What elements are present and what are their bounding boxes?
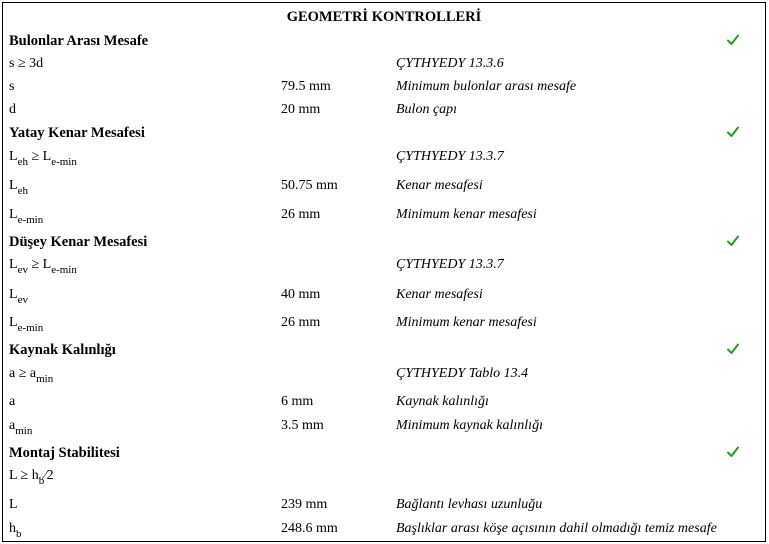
symbol: $L_{e-min}$ [9,315,44,334]
table-row [3,315,765,337]
check-icon [726,125,740,139]
symbol: a [9,394,16,409]
value: 50.75 mm [281,178,338,193]
condition-row [3,257,765,279]
description: Kenar mesafesi [396,178,483,193]
table-row [3,102,765,124]
condition-formula: $a \ge a_{min}$ [9,366,54,385]
code-reference: ÇYTHYEDY Tablo 13.4 [396,366,529,381]
symbol: $L_{eh}$ [9,178,28,197]
section-header-bolt-spacing [3,33,765,55]
table-row [3,394,765,416]
description: Kenar mesafesi [396,287,483,302]
table-row [3,79,765,101]
description: Minimum kenar mesafesi [396,207,537,222]
code-reference: ÇYTHYEDY 13.3.7 [396,257,504,272]
condition-formula: s ≥ 3d [9,56,44,71]
condition-formula: $L_{eh} \ge L_{e-min}$ [9,149,77,168]
value: 79.5 mm [281,79,331,94]
table-row [3,287,765,309]
table-row [3,497,765,519]
condition-row [3,56,765,78]
condition-formula: $L_{ev} \ge L_{e-min}$ [9,257,77,276]
table-row [3,521,765,543]
section-header-mounting-stability [3,445,765,467]
section-header-horizontal-edge [3,125,765,147]
code-reference: ÇYTHYEDY 13.3.7 [396,149,504,164]
value: 239 mm [281,497,328,512]
value: 20 mm [281,102,321,117]
symbol: $h_b$ [9,521,22,540]
description: Minimum kenar mesafesi [396,315,537,330]
description: Bulon çapı [396,102,458,117]
section-header-weld-thickness [3,342,765,364]
value: 26 mm [281,315,321,330]
condition-formula: $L \ge h_b⁄2$ [9,468,54,487]
section-heading: Düşey Kenar Mesafesi [9,234,148,250]
check-icon [726,234,740,248]
value: 40 mm [281,287,321,302]
symbol: $L_{ev}$ [9,287,28,306]
value: 26 mm [281,207,321,222]
value: 6 mm [281,394,314,409]
description: Başlıklar arası köşe açısının dahil olmadığı temiz mesafe [396,521,717,536]
code-reference: ÇYTHYEDY 13.3.6 [396,56,504,71]
value: 3.5 mm [281,418,324,433]
symbol: s [9,79,15,94]
condition-row [3,468,765,490]
symbol: L [9,497,18,512]
symbol: $a_{min}$ [9,418,33,437]
geometry-checks-report [2,2,766,542]
condition-row [3,366,765,388]
check-icon [726,445,740,459]
check-icon [726,33,740,47]
description: Minimum kaynak kalınlığı [396,418,543,433]
report-title: GEOMETRİ KONTROLLERİ [286,9,482,25]
section-header-vertical-edge [3,234,765,256]
description: Minimum bulonlar arası mesafe [396,79,577,94]
table-row [3,207,765,229]
description: Bağlantı levhası uzunluğu [396,497,543,512]
section-heading: Yatay Kenar Mesafesi [9,125,145,141]
section-heading: Bulonlar Arası Mesafe [9,33,149,49]
table-row [3,418,765,440]
symbol: $L_{e-min}$ [9,207,44,226]
description: Kaynak kalınlığı [396,394,489,409]
value: 248.6 mm [281,521,338,536]
section-heading: Montaj Stabilitesi [9,445,120,461]
condition-row [3,149,765,171]
table-row [3,178,765,200]
check-icon [726,342,740,356]
symbol: d [9,102,16,117]
section-heading: Kaynak Kalınlığı [9,342,116,358]
